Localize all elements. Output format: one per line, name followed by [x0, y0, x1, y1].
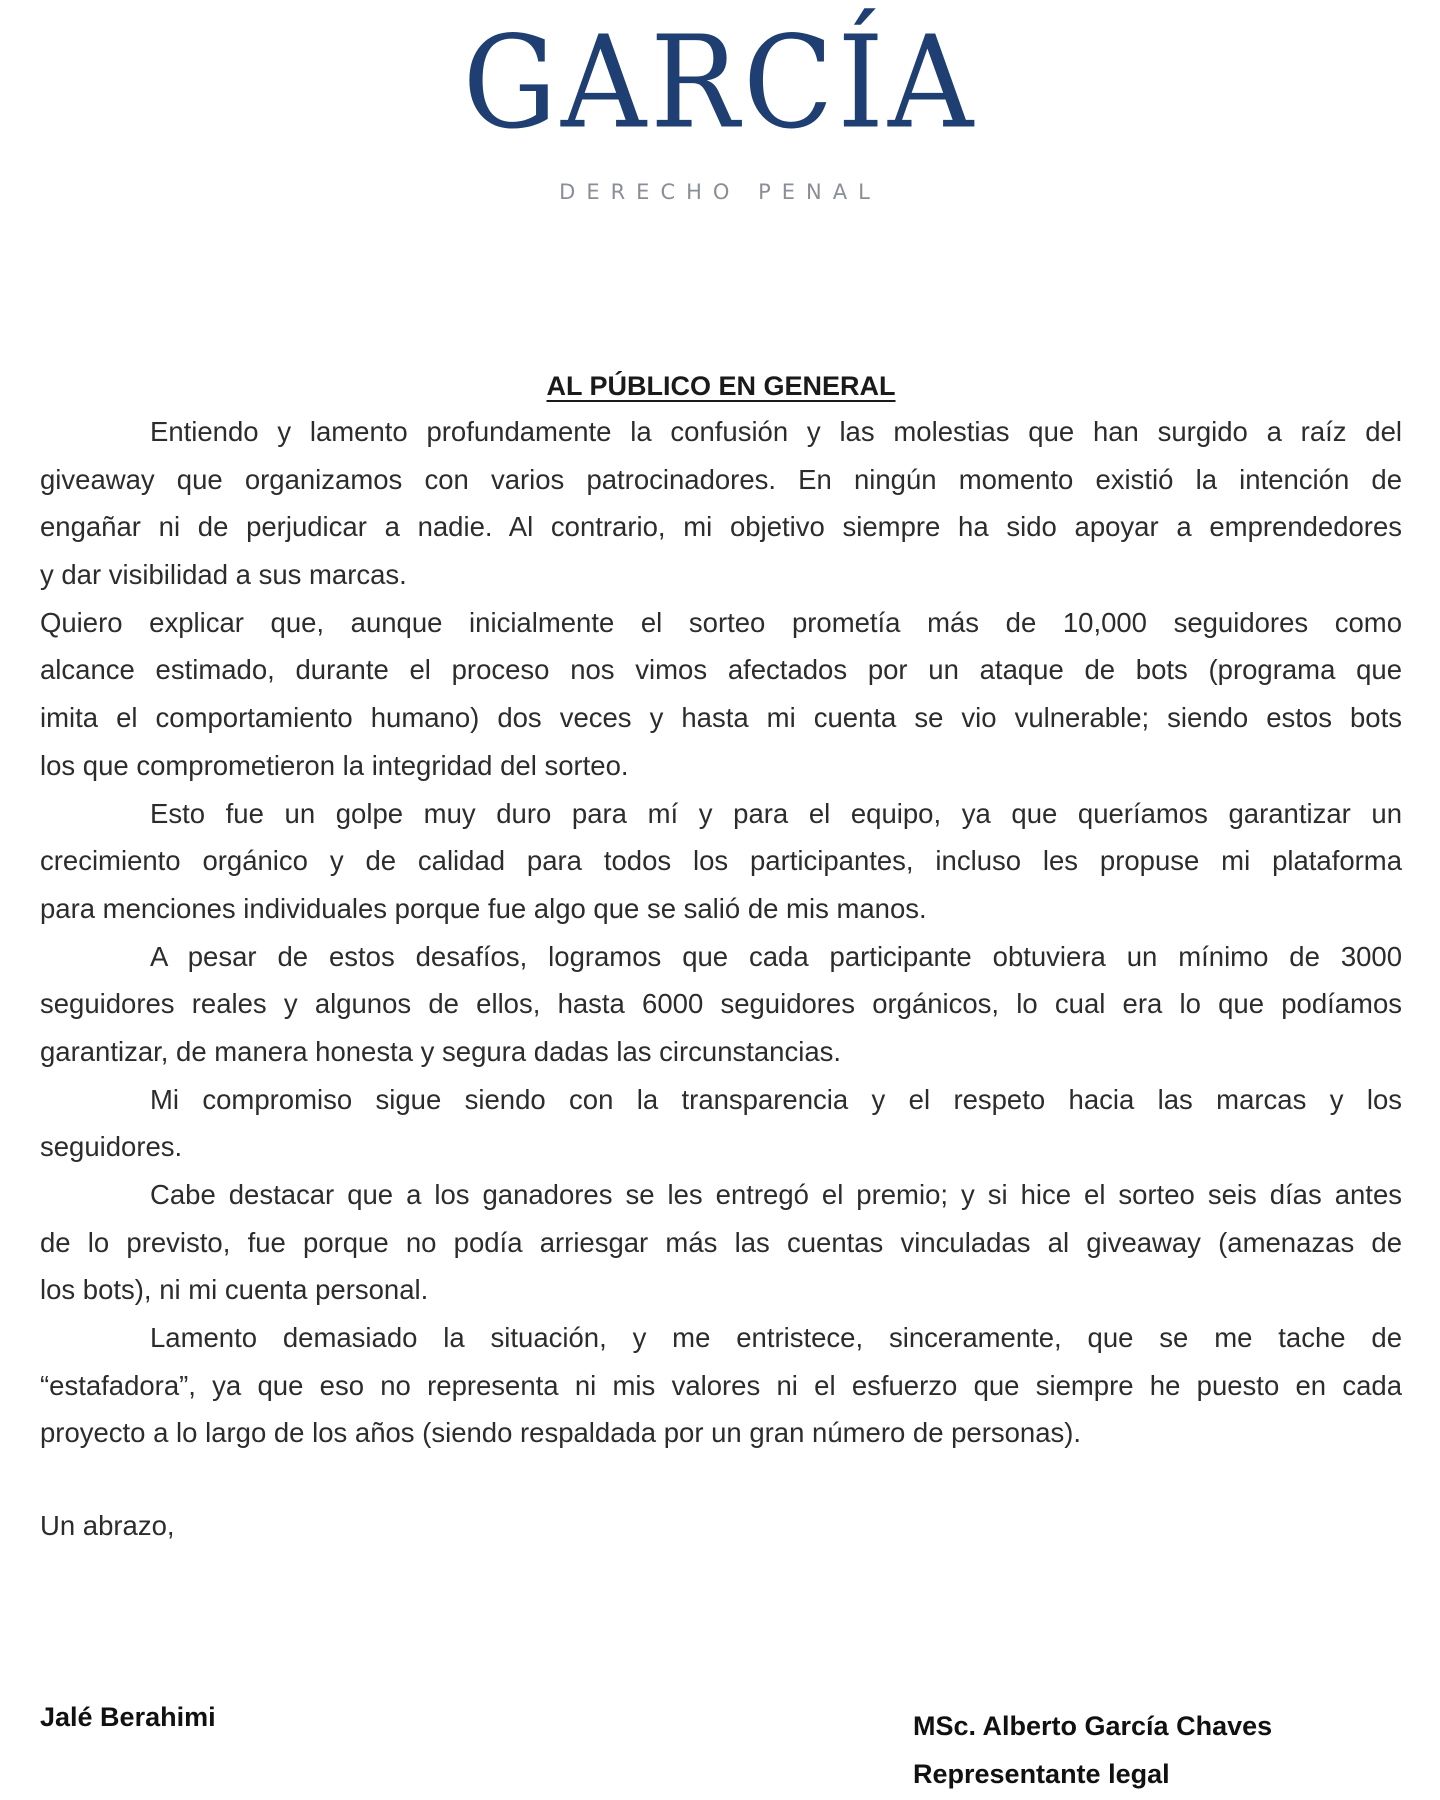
- text-line: imita el comportamiento humano) dos veces y hasta mi cuenta se vio vulnerable; siendo estos bots: [40, 702, 1402, 734]
- letter-title: AL PÚBLICO EN GENERAL: [546, 371, 896, 401]
- text-line: engañar ni de perjudicar a nadie. Al contrario, mi objetivo siempre ha sido apoyar a emprendedores: [40, 511, 1402, 543]
- text-line: Cabe destacar que a los ganadores se les entregó el premio; y si hice el sorteo seis días antes: [150, 1179, 1402, 1210]
- firm-logo: [0, 7, 1440, 157]
- text-line: garantizar, de manera honesta y segura dadas las circunstancias.: [40, 1035, 842, 1067]
- text-line: Quiero explicar que, aunque inicialmente el sorteo prometía más de 10,000 seguidores como: [40, 606, 1402, 638]
- logo-wordmark: GARCÍA: [462, 7, 978, 157]
- signature-sender: Jalé Berahimi: [40, 1702, 216, 1732]
- logo-subtitle: DERECHO PENAL: [559, 180, 881, 204]
- text-line: Mi compromiso sigue siendo con la transparencia y el respeto hacia las marcas y los: [150, 1083, 1402, 1115]
- text-line: Entiendo y lamento profundamente la confusión y las molestias que han surgido a raíz del: [150, 416, 1402, 447]
- closing-salutation: Un abrazo,: [40, 1510, 175, 1541]
- text-line: A pesar de estos desafíos, logramos que cada participante obtuviera un mínimo de 3000: [150, 940, 1402, 972]
- text-line: Lamento demasiado la situación, y me entristece, sinceramente, que se me tache de: [150, 1322, 1402, 1354]
- representative-role: Representante legal: [913, 1759, 1170, 1789]
- text-line: y dar visibilidad a sus marcas.: [40, 559, 407, 591]
- text-line: para menciones individuales porque fue algo que se salió de mis manos.: [40, 892, 927, 924]
- text-line: crecimiento orgánico y de calidad para todos los participantes, incluso les propuse mi plataforma: [40, 845, 1402, 877]
- text-line: alcance estimado, durante el proceso nos vimos afectados por un ataque de bots (programa que: [40, 654, 1402, 686]
- letter-paragraphs: [40, 408, 1402, 1457]
- text-line: seguidores reales y algunos de ellos, hasta 6000 seguidores orgánicos, lo cual era lo que podíamos: [40, 988, 1402, 1020]
- representative-name: MSc. Alberto García Chaves: [913, 1711, 1273, 1741]
- text-line: “estafadora”, ya que eso no representa ni mis valores ni el esfuerzo que siempre he puesto en cada: [40, 1369, 1402, 1401]
- text-line: giveaway que organizamos con varios patrocinadores. En ningún momento existió la intención de: [40, 463, 1402, 495]
- text-line: seguidores.: [40, 1131, 183, 1163]
- text-line: proyecto a lo largo de los años (siendo respaldada por un gran número de personas).: [40, 1417, 1082, 1449]
- text-line: los bots), ni mi cuenta personal.: [40, 1274, 429, 1306]
- text-line: de lo previsto, fue porque no podía arriesgar más las cuentas vinculadas al giveaway (amenazas de: [40, 1226, 1402, 1258]
- signature-representative: [913, 1702, 1272, 1798]
- text-line: los que comprometieron la integridad del sorteo.: [40, 749, 629, 781]
- letter-body: [40, 368, 1402, 1457]
- text-line: Esto fue un golpe muy duro para mí y para el equipo, ya que queríamos garantizar un: [150, 797, 1402, 829]
